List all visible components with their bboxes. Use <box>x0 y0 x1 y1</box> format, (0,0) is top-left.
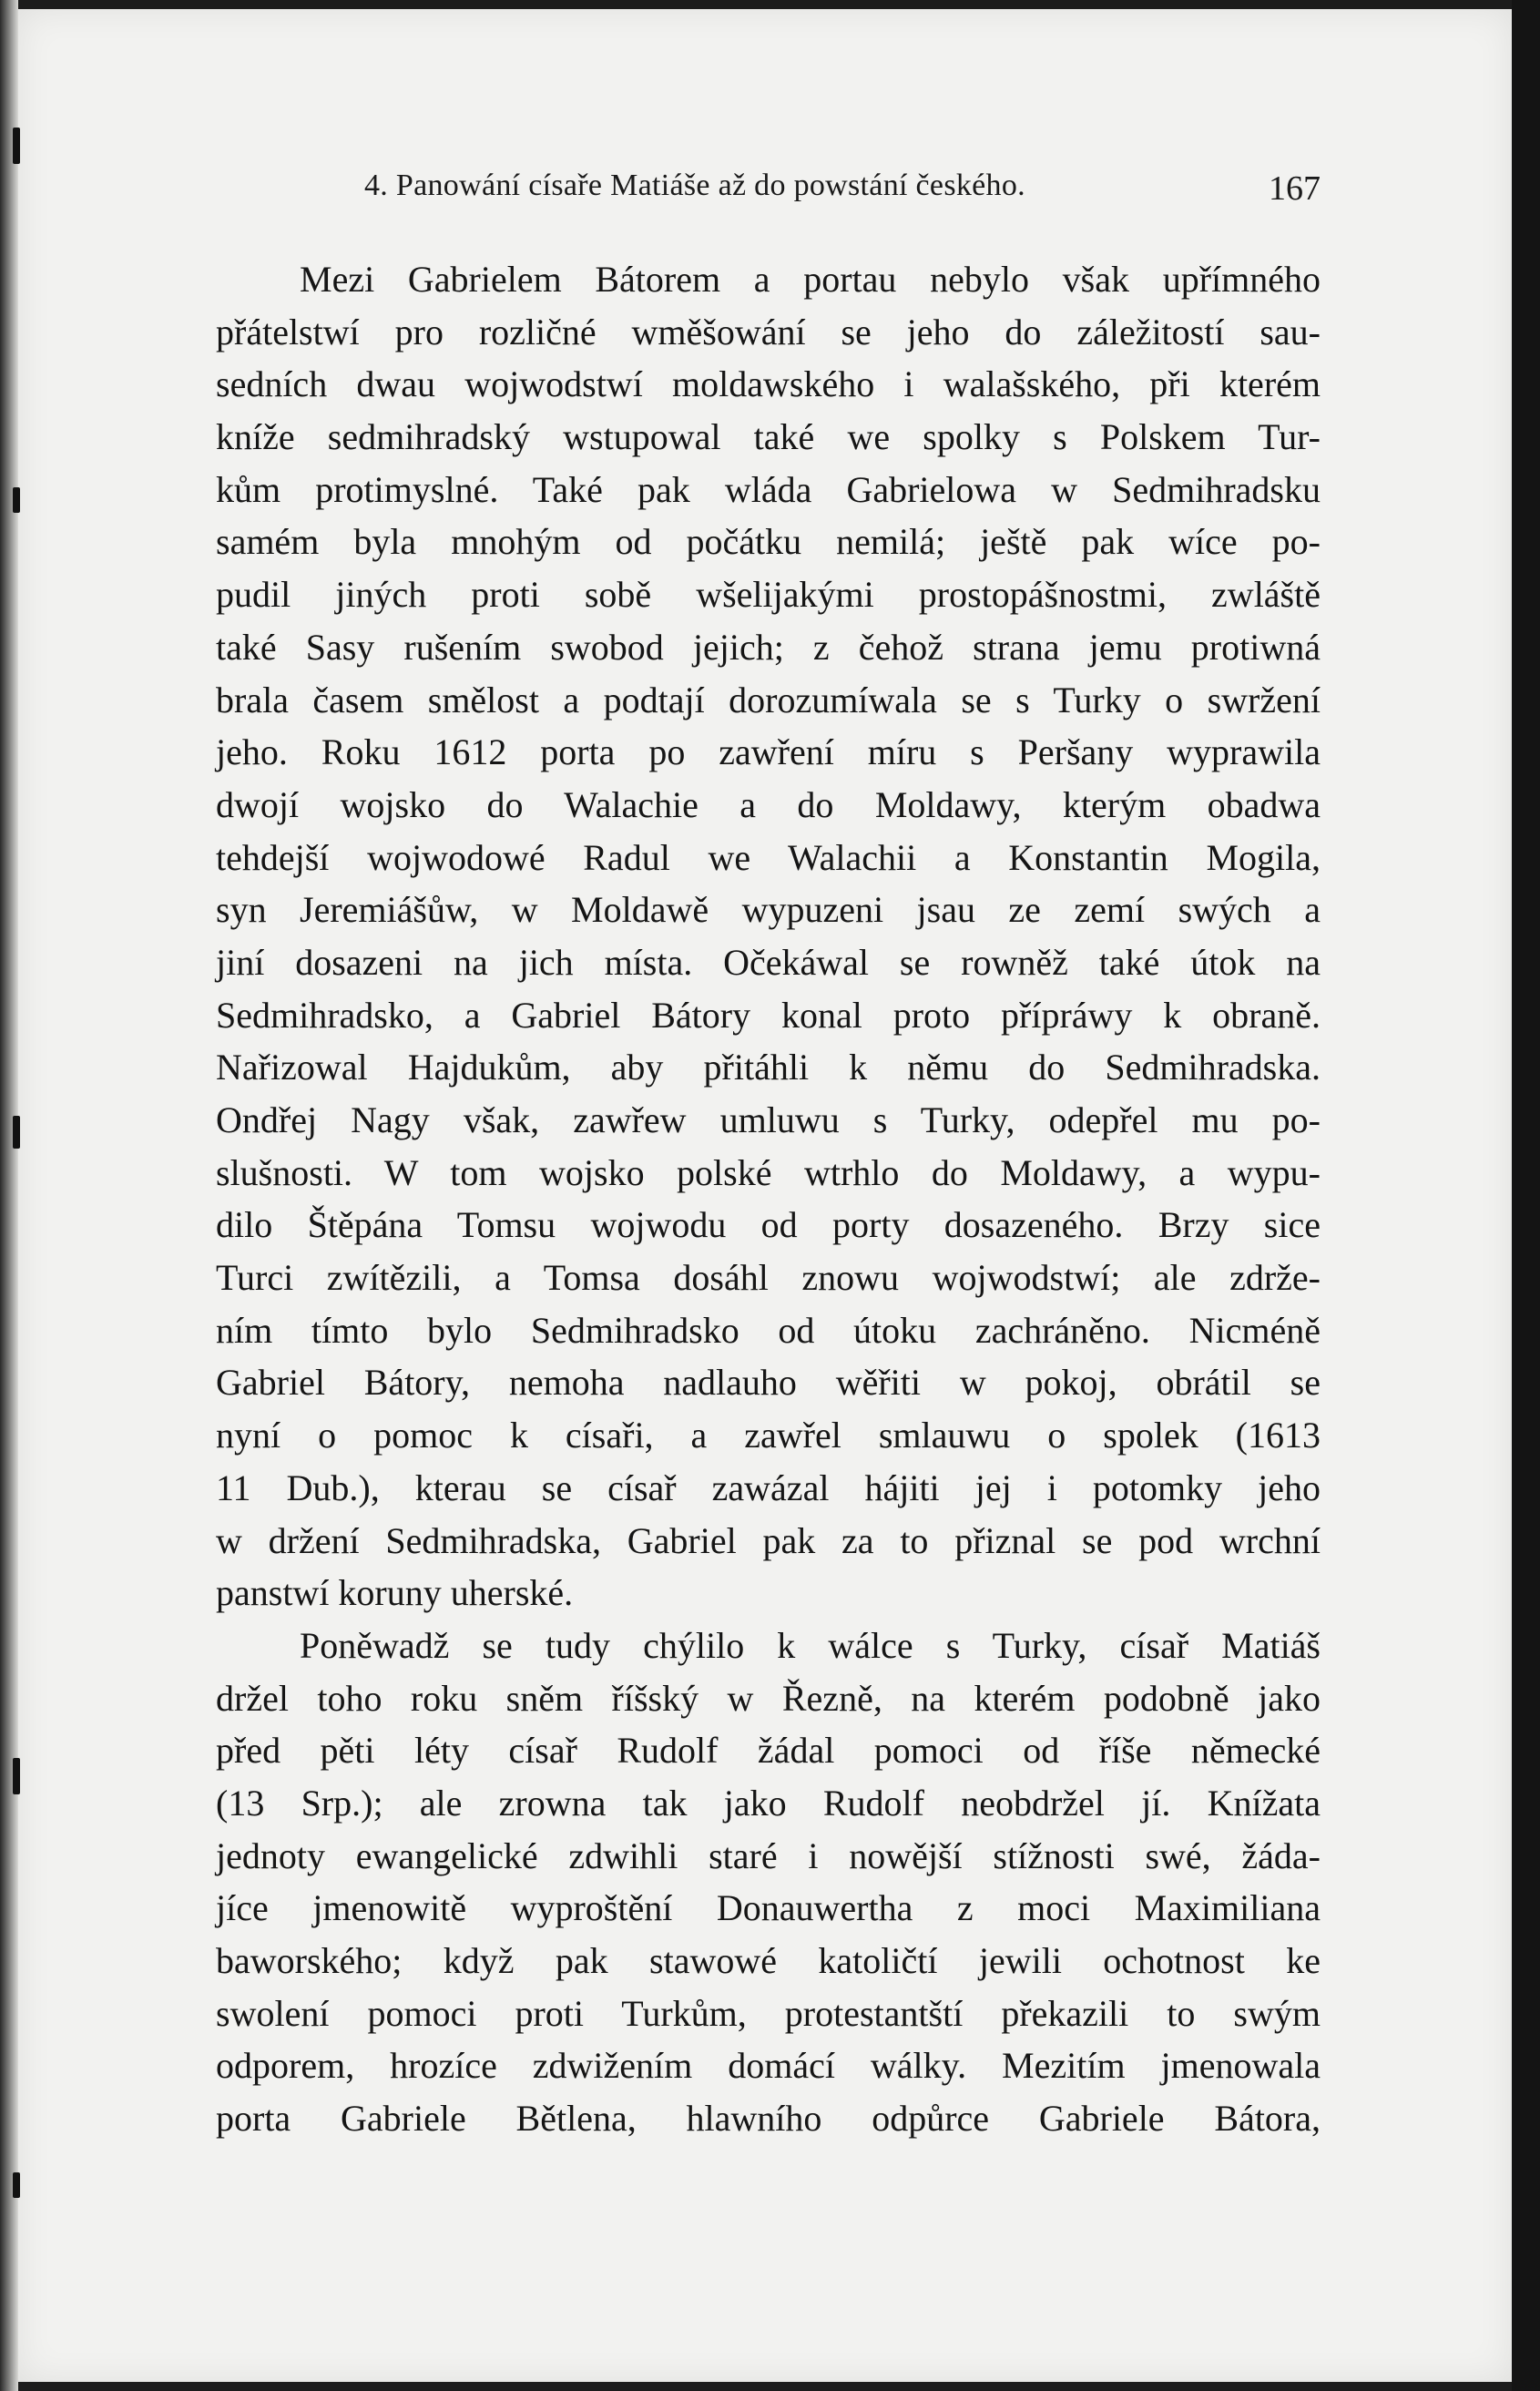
paragraph <box>216 253 1321 1620</box>
text-line: w držení Sedmihradska, Gabriel pak za to přiznal se pod wrchní <box>216 1519 1321 1561</box>
text-line: také Sasy rušením swobod jejich; z čehož strana jemu protiwná <box>216 626 1321 668</box>
text-line: jednoty ewangelické zdwihli staré i nowější stížnosti swé, žáda- <box>216 1834 1321 1876</box>
paragraph <box>216 1620 1321 2145</box>
text-line: dwojí wojsko do Walachie a do Moldawy, kterým obadwa <box>216 783 1321 825</box>
text-line: Turci zwítězili, a Tomsa dosáhl znowu wojwodstwí; ale zdrže- <box>216 1257 1321 1299</box>
scan-left-edge <box>0 0 18 2391</box>
text-line: kníže sedmihradský wstupowal také we spolky s Polskem Tur- <box>216 416 1321 458</box>
text-line: Poněwadž se tudy chýlilo k wálce s Turky, císař Matiáš <box>300 1624 1321 1666</box>
running-header <box>364 169 1321 210</box>
binding-mark <box>13 1758 20 1794</box>
text-line: 11 Dub.), kterau se císař zawázal hájiti jej i potomky jeho <box>216 1466 1321 1508</box>
text-line: Ondřej Nagy však, zawřew umluwu s Turky, odepřel mu po- <box>216 1099 1321 1140</box>
binding-mark <box>13 487 20 513</box>
text-line: Mezi Gabrielem Bátorem a portau nebylo však upřímného <box>300 259 1321 300</box>
text-line: jiní dosazeni na jich místa. Očekáwal se rowněž také útok na <box>216 941 1321 983</box>
text-line: syn Jeremiášůw, w Moldawě wypuzeni jsau ze zemí swých a <box>216 889 1321 931</box>
text-line: panstwí koruny uherské. <box>216 1572 574 1614</box>
text-line: nyní o pomoc k císaři, a zawřel smlauwu o spolek (1613 <box>216 1415 1321 1456</box>
binding-mark <box>13 128 20 164</box>
text-line: tehdejší wojwodowé Radul we Walachii a Konstantin Mogila, <box>216 836 1321 878</box>
text-line: samém byla mnohým od počátku nemilá; ještě pak wíce po- <box>216 521 1321 563</box>
text-line: slušnosti. W tom wojsko polské wtrhlo do Moldawy, a wypu- <box>216 1151 1321 1193</box>
running-title: 4. Panowání císaře Matiáše až do powstání českého. <box>364 169 1025 202</box>
text-line: sedních dwau wojwodstwí moldawského i walašského, při kterém <box>216 363 1321 405</box>
text-line: brala časem smělost a podtají dorozumíwala se s Turky o swržení <box>216 679 1321 720</box>
text-line: odporem, hrozíce zdwižením domácí wálky. Mezitím jmenowala <box>216 2045 1321 2087</box>
text-line: jeho. Roku 1612 porta po zawření míru s Peršany wyprawila <box>216 731 1321 773</box>
text-line: baworského; když pak stawowé katoličtí jewili ochotnost ke <box>216 1940 1321 1981</box>
page-number: 167 <box>1269 169 1321 208</box>
text-line: přátelstwí pro rozličné wměšowání se jeho do záležitostí sau- <box>216 311 1321 353</box>
text-line: držel toho roku sněm říšský w Řezně, na kterém podobně jako <box>216 1677 1321 1719</box>
text-line: ním tímto bylo Sedmihradsko od útoku zachráněno. Nicméně <box>216 1309 1321 1351</box>
text-line: swolení pomoci proti Turkům, protestantští překazili to swým <box>216 1992 1321 2034</box>
text-line: (13 Srp.); ale zrowna tak jako Rudolf neobdržel jí. Knížata <box>216 1782 1321 1824</box>
text-line: kům protimyslné. Také pak wláda Gabrielowa w Sedmihradsku <box>216 468 1321 510</box>
text-line: Sedmihradsko, a Gabriel Bátory konal proto přípráwy k obraně. <box>216 994 1321 1036</box>
body-text <box>216 253 1321 2145</box>
text-line: jíce jmenowitě wyproštění Donauwertha z moci Maximiliana <box>216 1887 1321 1929</box>
text-line: Gabriel Bátory, nemoha nadlauho wěřiti w pokoj, obrátil se <box>216 1362 1321 1404</box>
scan-right-edge <box>1512 0 1540 2391</box>
text-line: Nařizowal Hajdukům, aby přitáhli k němu do Sedmihradska. <box>216 1047 1321 1088</box>
text-line: porta Gabriele Bětlena, hlawního odpůrce Gabriele Bátora, <box>216 2098 1321 2140</box>
binding-mark <box>13 1116 20 1149</box>
text-line: dilo Štěpána Tomsu wojwodu od porty dosazeného. Brzy sice <box>216 1204 1321 1246</box>
text-line: pudil jiných proti sobě wšelijakými prostopášnostmi, zwláště <box>216 574 1321 616</box>
binding-mark <box>13 2172 20 2198</box>
text-line: před pěti léty císař Rudolf žádal pomoci od říše německé <box>216 1730 1321 1772</box>
